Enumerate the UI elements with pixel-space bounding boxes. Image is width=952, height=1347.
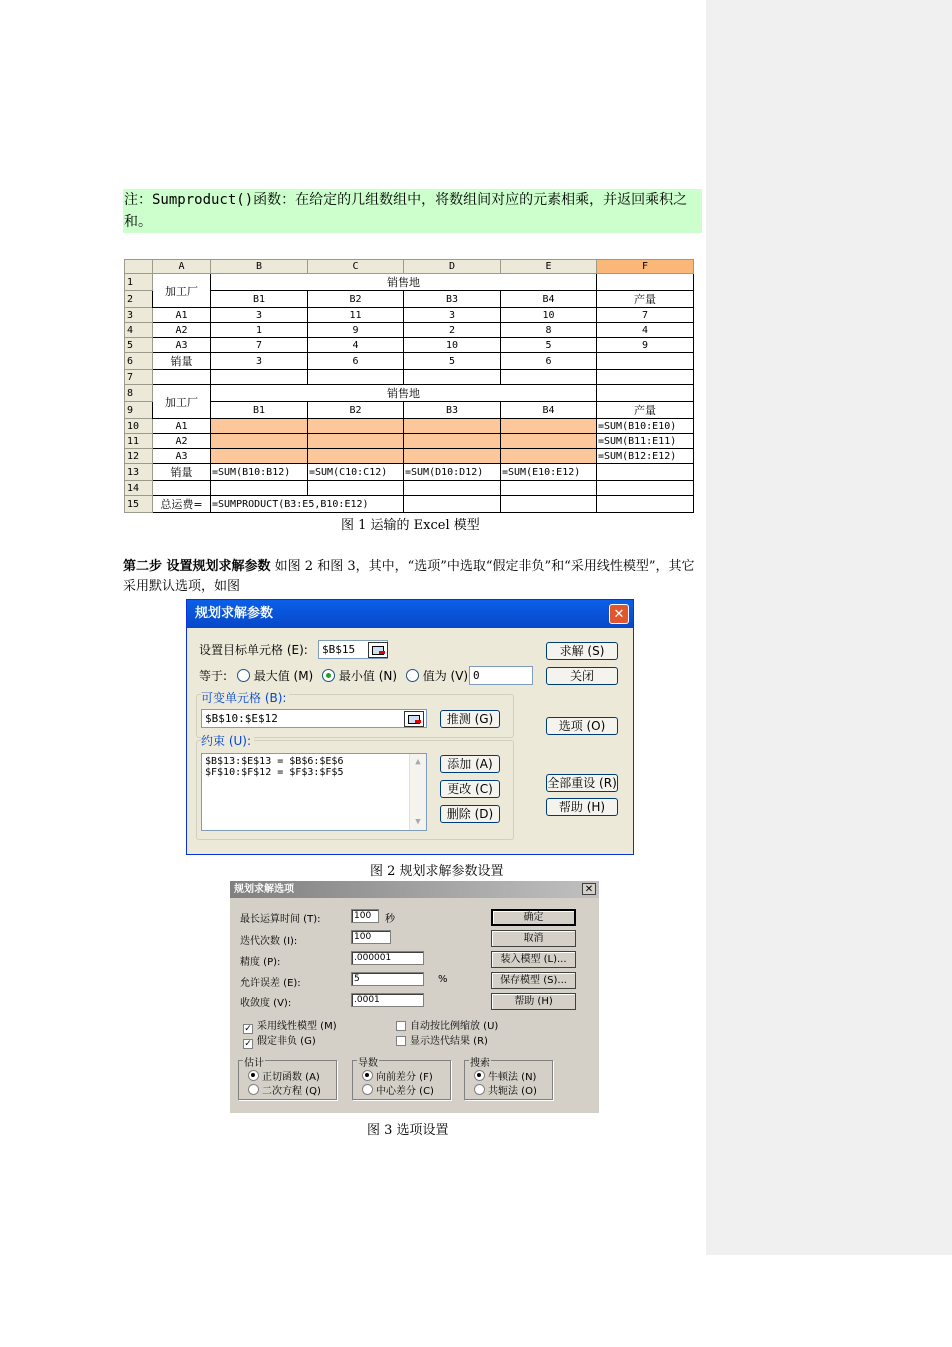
row-number: 14: [125, 481, 153, 496]
row-sum-formula: =SUM(B12:E12): [597, 449, 694, 464]
cell: [597, 496, 694, 513]
row-number: 5: [125, 338, 153, 353]
demand-cell: 6: [308, 353, 404, 370]
b-head: B1: [211, 402, 308, 419]
target-cell-input[interactable]: $B$15: [318, 640, 388, 659]
col-sum-formula: =SUM(C10:C12): [308, 464, 404, 481]
cell: [597, 353, 694, 370]
cost-cell: 2: [404, 323, 501, 338]
row-number: 1: [125, 274, 153, 291]
variable-cell[interactable]: [211, 449, 308, 464]
max-time-label: 最长运算时间 (T):: [240, 914, 321, 925]
value-of-radio[interactable]: [406, 669, 468, 683]
tangent-radio[interactable]: [248, 1068, 320, 1083]
equal-to-label: 等于:: [199, 669, 228, 683]
checkmark-icon: ✓: [244, 1024, 252, 1034]
cell: [404, 481, 501, 496]
derivatives-label: 导数: [357, 1054, 379, 1069]
output-cell: 7: [597, 308, 694, 323]
close-icon[interactable]: ✕: [609, 604, 629, 624]
b-head: B2: [308, 291, 404, 308]
step-heading: 第二步 设置规划求解参数: [123, 559, 271, 574]
variable-cell[interactable]: [404, 434, 501, 449]
nonnegative-checkbox[interactable]: [243, 1032, 316, 1049]
b-head: B3: [404, 402, 501, 419]
linear-model-label: 采用线性模型 (M): [257, 1021, 337, 1032]
cell: [308, 370, 404, 385]
b-head: B4: [501, 291, 597, 308]
demand-cell: 3: [211, 353, 308, 370]
constraints-list[interactable]: [201, 753, 427, 831]
forward-radio[interactable]: [362, 1068, 433, 1083]
autoscale-checkbox[interactable]: [396, 1017, 498, 1032]
min-label: 最小值 (N): [338, 669, 398, 683]
output-cell: 9: [597, 338, 694, 353]
cancel-button[interactable]: 取消: [491, 930, 576, 947]
scrollbar[interactable]: [409, 754, 426, 830]
options-titlebar: [230, 881, 599, 898]
iterations-label: 迭代次数 (I):: [240, 936, 298, 947]
radio-selected-icon: [248, 1070, 259, 1081]
col-header-a: A: [153, 260, 211, 274]
plant-label: A1: [153, 419, 211, 434]
plant-label: A2: [153, 323, 211, 338]
tolerance-input[interactable]: 5: [351, 972, 424, 986]
cost-cell: 1: [211, 323, 308, 338]
radio-selected-icon: [362, 1070, 373, 1081]
figure-1-caption: 图 1 运输的 Excel 模型: [341, 518, 480, 533]
change-button[interactable]: 更改 (C): [440, 780, 500, 798]
variable-cell[interactable]: [308, 449, 404, 464]
note-paragraph: 注：Sumproduct()函数：在给定的几组数组中，将数组间对应的元素相乘，并返回乘积之和。: [123, 189, 702, 233]
corner-cell: [125, 260, 153, 274]
col-header-e: E: [501, 260, 597, 274]
plant-label: A3: [153, 449, 211, 464]
show-iterations-checkbox[interactable]: [396, 1032, 488, 1047]
row-number: 6: [125, 353, 153, 370]
show-iterations-label: 显示迭代结果 (R): [410, 1036, 488, 1047]
row-sum-formula: =SUM(B11:E11): [597, 434, 694, 449]
checkbox-icon: [396, 1036, 406, 1046]
sales-label: 销量: [153, 353, 211, 370]
variable-cell[interactable]: [308, 419, 404, 434]
row-number: 3: [125, 308, 153, 323]
load-model-button[interactable]: 装入模型 (L)...: [491, 951, 576, 968]
variable-cell[interactable]: [211, 419, 308, 434]
cell: [501, 481, 597, 496]
row-number: 10: [125, 419, 153, 434]
close-button[interactable]: 关闭: [546, 667, 618, 685]
conjugate-label: 共轭法 (O): [488, 1086, 537, 1097]
precision-input[interactable]: .000001: [351, 951, 424, 965]
excel-model-table: [124, 259, 694, 513]
cost-cell: 10: [501, 308, 597, 323]
radio-icon: [474, 1084, 485, 1095]
range-select-icon[interactable]: [368, 642, 388, 658]
target-cell-label: 设置目标单元格 (E):: [199, 643, 308, 657]
row-number: 4: [125, 323, 153, 338]
delete-button[interactable]: 删除 (D): [440, 805, 500, 823]
cell: [404, 370, 501, 385]
variable-cell[interactable]: [501, 449, 597, 464]
estimates-label: 估计: [243, 1054, 265, 1069]
output-cell: 4: [597, 323, 694, 338]
cell: [597, 464, 694, 481]
forward-label: 向前差分 (F): [376, 1072, 433, 1083]
cost-cell: 5: [501, 338, 597, 353]
tangent-label: 正切函数 (A): [262, 1072, 320, 1083]
sales-place-label: 销售地: [211, 274, 597, 291]
constraint-item[interactable]: $F$10:$F$12 = $F$3:$F$5: [205, 767, 344, 778]
quadratic-label: 二次方程 (Q): [262, 1086, 321, 1097]
iterations-input[interactable]: 100: [351, 930, 391, 944]
max-time-input[interactable]: 100: [351, 909, 379, 923]
seconds-label: 秒: [385, 914, 395, 925]
autoscale-label: 自动按比例缩放 (U): [410, 1021, 499, 1032]
newton-label: 牛顿法 (N): [488, 1072, 537, 1083]
cell: [597, 274, 694, 291]
changing-cells-label: 可变单元格 (B):: [201, 689, 289, 706]
cost-cell: 11: [308, 308, 404, 323]
max-label: 最大值 (M): [253, 669, 314, 683]
variable-cell[interactable]: [211, 434, 308, 449]
cell: [597, 385, 694, 402]
radio-selected-icon: [474, 1070, 485, 1081]
cost-cell: 3: [404, 308, 501, 323]
row-number: 2: [125, 291, 153, 308]
nonnegative-label: 假定非负 (G): [257, 1036, 316, 1047]
output-label: 产量: [597, 402, 694, 419]
row-number: 9: [125, 402, 153, 419]
cell: [597, 481, 694, 496]
cost-cell: 9: [308, 323, 404, 338]
plant-label: A1: [153, 308, 211, 323]
range-select-icon[interactable]: [404, 711, 424, 727]
cell: [501, 370, 597, 385]
b-head: B3: [404, 291, 501, 308]
demand-cell: 5: [404, 353, 501, 370]
factory-label: 加工厂: [153, 385, 211, 419]
cost-cell: 7: [211, 338, 308, 353]
solver-options-dialog: [230, 881, 599, 1113]
cell: [211, 481, 308, 496]
search-label: 搜索: [469, 1054, 491, 1069]
col-header-b: B: [211, 260, 308, 274]
cost-cell: 8: [501, 323, 597, 338]
min-radio[interactable]: [322, 669, 397, 683]
row-number: 15: [125, 496, 153, 513]
newton-radio[interactable]: [474, 1068, 536, 1083]
ok-button[interactable]: 确定: [491, 909, 576, 926]
row-number: 7: [125, 370, 153, 385]
derivatives-group: [352, 1060, 451, 1100]
central-label: 中心差分 (C): [376, 1086, 434, 1097]
equal-to-row: [199, 667, 468, 684]
demand-cell: 6: [501, 353, 597, 370]
estimates-group: [238, 1060, 337, 1100]
variable-cell[interactable]: [501, 419, 597, 434]
solve-button[interactable]: 求解 (S): [546, 642, 618, 660]
quadratic-radio[interactable]: [248, 1082, 321, 1097]
constraints-label: 约束 (U):: [201, 732, 254, 749]
checkbox-icon: [396, 1021, 406, 1031]
b-head: B2: [308, 402, 404, 419]
sales-label: 销量: [153, 464, 211, 481]
reset-all-button[interactable]: 全部重设 (R): [547, 776, 617, 790]
row-sum-formula: =SUM(B10:E10): [597, 419, 694, 434]
total-label: 总运费=: [153, 496, 211, 513]
help-button[interactable]: 帮助 (H): [546, 798, 618, 816]
cost-cell: 4: [308, 338, 404, 353]
cost-cell: 3: [211, 308, 308, 323]
b-head: B4: [501, 402, 597, 419]
row-number: 11: [125, 434, 153, 449]
dialog-titlebar: [187, 600, 633, 628]
radio-icon: [406, 669, 419, 682]
constraint-item[interactable]: $B$13:$E$13 = $B$6:$E$6: [205, 756, 344, 767]
close-icon[interactable]: ✕: [582, 883, 596, 895]
factory-label: 加工厂: [153, 274, 211, 308]
save-model-button[interactable]: 保存模型 (S)...: [491, 972, 576, 989]
step-paragraph: [123, 557, 701, 597]
plant-label: A2: [153, 434, 211, 449]
cost-cell: 10: [404, 338, 501, 353]
value-input[interactable]: 0: [469, 666, 533, 685]
checkmark-icon: ✓: [244, 1039, 252, 1049]
col-sum-formula: =SUM(D10:D12): [404, 464, 501, 481]
help-button[interactable]: 帮助 (H): [491, 993, 576, 1010]
cell: [153, 370, 211, 385]
cell: [308, 481, 404, 496]
output-label: 产量: [597, 291, 694, 308]
convergence-input[interactable]: .0001: [351, 993, 424, 1007]
step-text: 如图 2 和图 3，其中，“选项”中选取“假定非负”和“采用线性模型”，其它采用默认选项，如图: [123, 559, 695, 594]
comment-pane: [706, 0, 952, 1255]
conjugate-radio[interactable]: [474, 1082, 537, 1097]
solver-parameters-dialog: [186, 599, 634, 855]
radio-icon: [362, 1084, 373, 1095]
cell: [501, 496, 597, 513]
sales-place-label: 销售地: [211, 385, 597, 402]
radio-icon: [248, 1084, 259, 1095]
tolerance-label: 允许误差 (E):: [240, 978, 301, 989]
row-number: 12: [125, 449, 153, 464]
figure-3-caption: 图 3 选项设置: [367, 1123, 449, 1138]
row-number: 13: [125, 464, 153, 481]
total-formula: =SUMPRODUCT(B3:E5,B10:E12): [211, 496, 404, 513]
cell: [404, 496, 501, 513]
search-group: [464, 1060, 553, 1100]
col-sum-formula: =SUM(B10:B12): [211, 464, 308, 481]
cell: [211, 370, 308, 385]
cell: [597, 370, 694, 385]
percent-label: %: [438, 974, 448, 985]
cell: [153, 481, 211, 496]
precision-label: 精度 (P):: [240, 957, 281, 968]
radio-icon: [237, 669, 250, 682]
col-header-c: C: [308, 260, 404, 274]
b-head: B1: [211, 291, 308, 308]
row-number: 8: [125, 385, 153, 402]
variable-cell[interactable]: [404, 449, 501, 464]
plant-label: A3: [153, 338, 211, 353]
dialog-title: 规划求解参数: [195, 606, 274, 621]
scroll-up-icon[interactable]: ▲: [415, 757, 421, 767]
radio-selected-icon: [322, 669, 335, 682]
col-header-f: F: [597, 260, 694, 274]
options-title: 规划求解选项: [234, 884, 294, 895]
variable-cell[interactable]: [404, 419, 501, 434]
add-button[interactable]: 添加 (A): [440, 755, 500, 773]
changing-cells-input[interactable]: $B$10:$E$12: [201, 709, 427, 728]
scroll-down-icon[interactable]: ▼: [415, 817, 421, 827]
variable-cell[interactable]: [501, 434, 597, 449]
variable-cell[interactable]: [308, 434, 404, 449]
options-button[interactable]: 选项 (O): [546, 717, 618, 735]
central-radio[interactable]: [362, 1082, 434, 1097]
col-header-d: D: [404, 260, 501, 274]
max-radio[interactable]: [237, 669, 313, 683]
col-sum-formula: =SUM(E10:E12): [501, 464, 597, 481]
guess-button[interactable]: 推测 (G): [440, 710, 500, 728]
convergence-label: 收敛度 (V):: [240, 998, 292, 1009]
value-of-label: 值为 (V): [422, 669, 469, 683]
figure-2-caption: 图 2 规划求解参数设置: [370, 864, 504, 879]
